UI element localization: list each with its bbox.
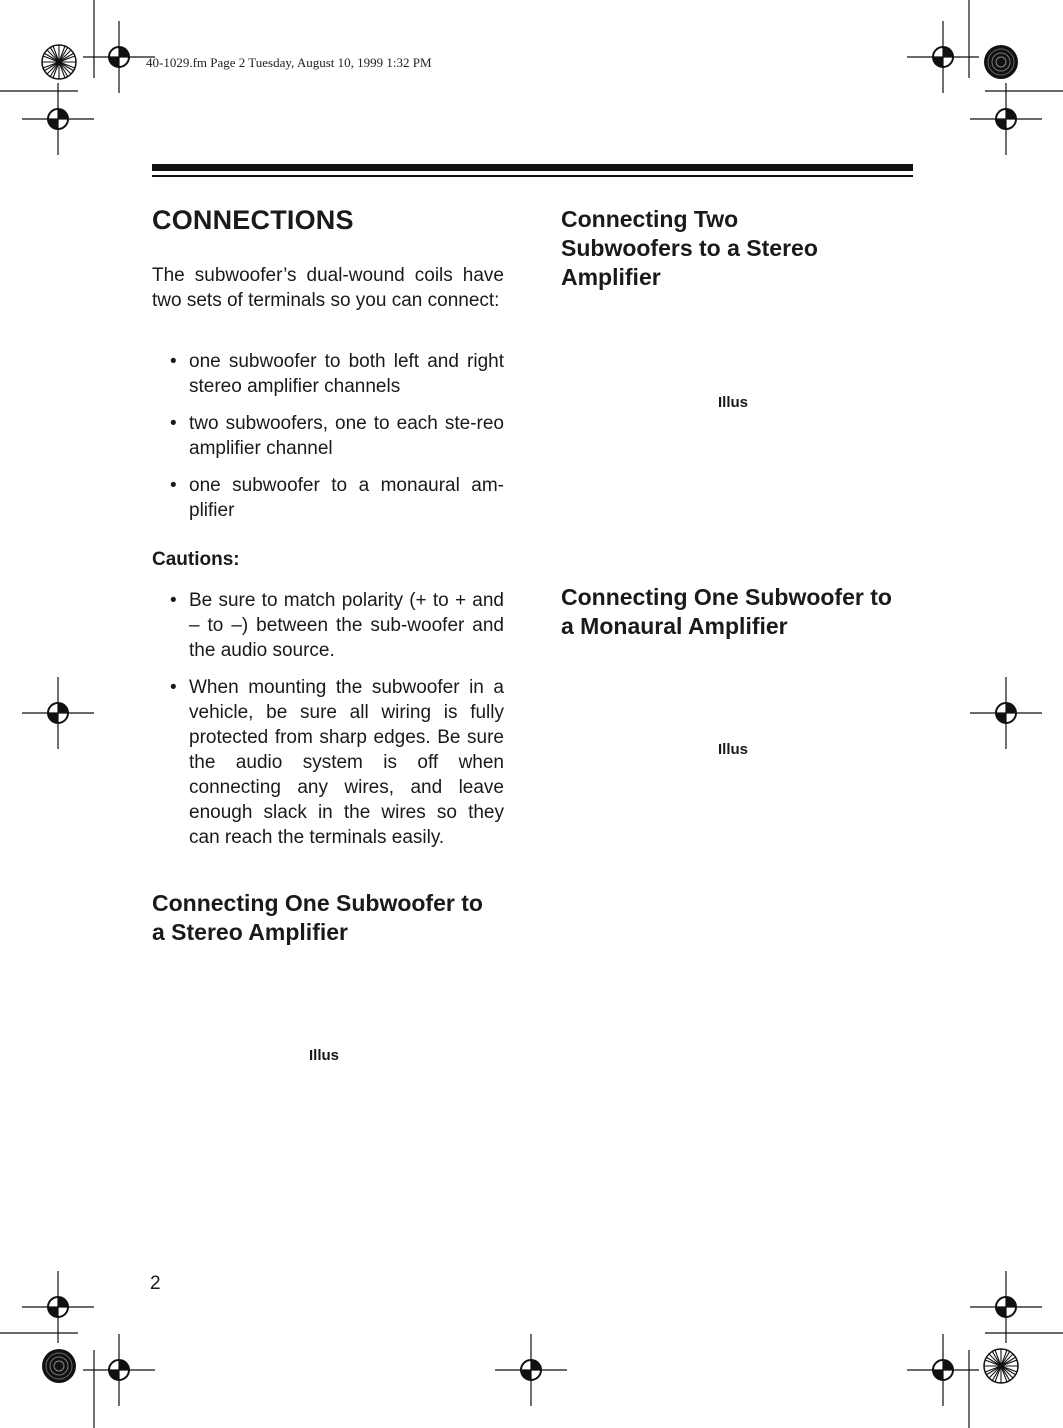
- list-item: • Be sure to match polarity (+ to + and – to –) between the sub-woofer and the audio source.: [170, 590, 504, 661]
- options-list: [152, 349, 504, 535]
- illustration-placeholder: Illus: [718, 394, 749, 411]
- heading-one-subwoofer-stereo: Connecting One Subwoofer to a Stereo Amplifier: [152, 890, 483, 945]
- list-item: • one subwoofer to both left and right stereo amplifier channels: [170, 351, 504, 397]
- page-number: 2: [150, 1273, 161, 1294]
- bullet-icon: •: [170, 677, 177, 698]
- bullet-icon: •: [170, 413, 177, 434]
- header-rule-thin: [152, 175, 913, 177]
- intro-paragraph: The subwoofer’s dual-wound coils have two sets of terminals so you can connect:: [152, 265, 504, 311]
- bullet-icon: •: [170, 475, 177, 496]
- illustration-placeholder: Illus: [309, 1047, 340, 1064]
- section-title: CONNECTIONS: [152, 205, 354, 235]
- bullet-icon: •: [170, 351, 177, 372]
- heading-one-subwoofer-mono: Connecting One Subwoofer to a Monaural Amplifier: [561, 584, 892, 639]
- bullet-icon: •: [170, 590, 177, 611]
- file-slug: 40-1029.fm Page 2 Tuesday, August 10, 1999 1:32 PM: [146, 55, 432, 70]
- list-item: • two subwoofers, one to each ste-reo amplifier channel: [170, 413, 504, 459]
- list-item: • one subwoofer to a monaural am-plifier: [170, 475, 504, 521]
- illustration-placeholder: Illus: [718, 741, 749, 758]
- cautions-list: [152, 588, 504, 862]
- heading-two-subwoofers-stereo: Connecting Two Subwoofers to a Stereo Amplifier: [561, 206, 818, 290]
- cautions-label: Cautions:: [152, 549, 240, 570]
- list-item: • When mounting the subwoofer in a vehicle, be sure all wiring is fully protected from sharp edges. Be sure the audio system is off when connecting any wires, and leave enough slack in the wires so they can reach the terminals easily.: [170, 677, 504, 848]
- header-rule-thick: [152, 164, 913, 171]
